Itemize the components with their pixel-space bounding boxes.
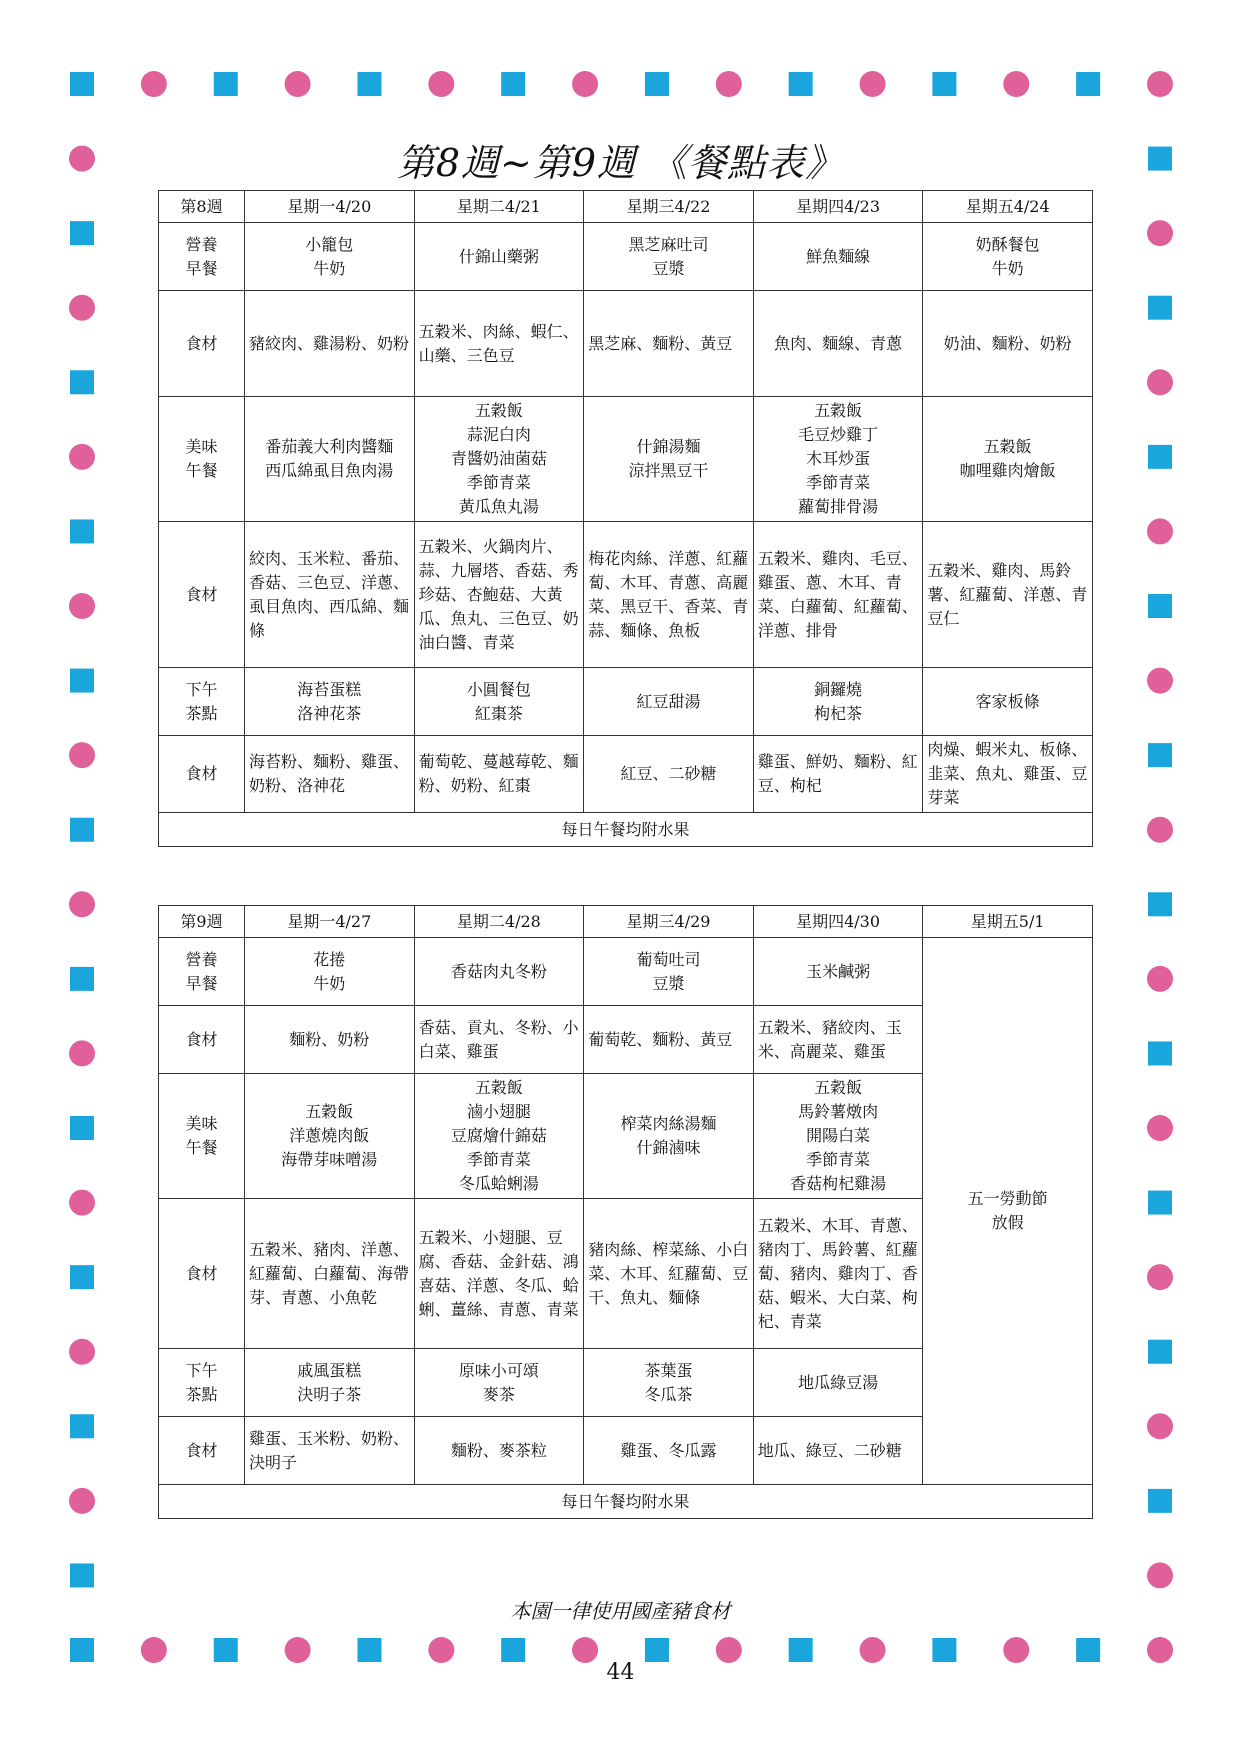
- meal-cell: 茶葉蛋 冬瓜茶: [584, 1349, 754, 1417]
- border-dot: [69, 891, 95, 917]
- week9-menu-table: [158, 905, 1093, 1519]
- border-square: [1148, 1041, 1172, 1065]
- ingredient-cell: 地瓜、綠豆、二砂糖: [753, 1417, 923, 1485]
- meal-cell: 五穀飯 馬鈴薯燉肉 開陽白菜 季節青菜 香菇枸杞雞湯: [753, 1074, 923, 1199]
- border-dot: [1147, 668, 1173, 694]
- ingredient-cell: 海苔粉、麵粉、雞蛋、奶粉、洛神花: [245, 736, 415, 813]
- ingredient-cell: 五穀米、火鍋肉片、蒜、九層塔、香菇、秀珍菇、杏鮑菇、大黃瓜、魚丸、三色豆、奶油白醬、青菜: [414, 522, 584, 668]
- border-square: [789, 72, 813, 96]
- meal-cell: 五穀飯 滷小翅腿 豆腐燴什錦菇 季節青菜 冬瓜蛤蜊湯: [414, 1074, 584, 1199]
- row-label: 下午 茶點: [159, 668, 245, 736]
- day-header: 星期三4/29: [584, 906, 754, 938]
- border-square: [70, 221, 94, 245]
- day-header: 星期五5/1: [923, 906, 1093, 938]
- meal-cell: 銅鑼燒 枸杞茶: [753, 668, 923, 736]
- meal-cell: 地瓜綠豆湯: [753, 1349, 923, 1417]
- border-dot: [1147, 1413, 1173, 1439]
- meal-cell: 戚風蛋糕 決明子茶: [245, 1349, 415, 1417]
- border-dot: [860, 71, 886, 97]
- meal-cell: 小籠包 牛奶: [245, 223, 415, 291]
- border-square: [645, 72, 669, 96]
- border-square: [1148, 1191, 1172, 1215]
- border-dot: [69, 295, 95, 321]
- border-square: [1076, 72, 1100, 96]
- row-label: 美味 午餐: [159, 1074, 245, 1199]
- border-square: [1148, 296, 1172, 320]
- border-dot: [69, 1190, 95, 1216]
- meal-cell: 五穀飯 毛豆炒雞丁 木耳炒蛋 季節青菜 蘿蔔排骨湯: [753, 397, 923, 522]
- ingredient-cell: 奶油、麵粉、奶粉: [923, 291, 1093, 397]
- meal-cell: 奶酥餐包 牛奶: [923, 223, 1093, 291]
- holiday-cell: 五一勞動節 放假: [923, 938, 1093, 1485]
- day-header: 星期四4/23: [753, 191, 923, 223]
- ingredient-cell: 麵粉、奶粉: [245, 1006, 415, 1074]
- meal-cell: 玉米鹹粥: [753, 938, 923, 1006]
- border-square: [357, 72, 381, 96]
- meal-cell: 黑芝麻吐司 豆漿: [584, 223, 754, 291]
- row-label: 美味 午餐: [159, 397, 245, 522]
- ingredient-cell: 魚肉、麵線、青蔥: [753, 291, 923, 397]
- border-square: [214, 1638, 238, 1662]
- meal-row: [159, 291, 1093, 397]
- ingredient-cell: 五穀米、雞肉、毛豆、雞蛋、蔥、木耳、青菜、白蘿蔔、紅蘿蔔、洋蔥、排骨: [753, 522, 923, 668]
- week-label: 第8週: [159, 191, 245, 223]
- meal-cell: 紅豆甜湯: [584, 668, 754, 736]
- note-row: [159, 813, 1093, 847]
- border-square: [1148, 445, 1172, 469]
- ingredient-cell: 麵粉、麥茶粒: [414, 1417, 584, 1485]
- ingredient-cell: 五穀米、肉絲、蝦仁、山藥、三色豆: [414, 291, 584, 397]
- meal-cell: 五穀飯 蒜泥白肉 青醬奶油菌菇 季節青菜 黃瓜魚丸湯: [414, 397, 584, 522]
- meal-cell: 海苔蛋糕 洛神花茶: [245, 668, 415, 736]
- border-dot: [1147, 1115, 1173, 1141]
- border-dot: [428, 71, 454, 97]
- row-label: 食材: [159, 1417, 245, 1485]
- border-square: [501, 1638, 525, 1662]
- row-label: 營養 早餐: [159, 223, 245, 291]
- ingredient-cell: 紅豆、二砂糖: [584, 736, 754, 813]
- meal-cell: 鮮魚麵線: [753, 223, 923, 291]
- border-dot: [69, 444, 95, 470]
- border-dot: [1147, 1264, 1173, 1290]
- border-square: [70, 669, 94, 693]
- ingredient-cell: 葡萄乾、麵粉、黃豆: [584, 1006, 754, 1074]
- note-row: [159, 1485, 1093, 1519]
- ingredient-cell: 肉燥、蝦米丸、板條、韭菜、魚丸、雞蛋、豆芽菜: [923, 736, 1093, 813]
- border-square: [70, 1414, 94, 1438]
- row-label: 食材: [159, 736, 245, 813]
- ingredient-cell: 五穀米、豬絞肉、玉米、高麗菜、雞蛋: [753, 1006, 923, 1074]
- border-square: [501, 72, 525, 96]
- meal-cell: 五穀飯 洋蔥燒肉飯 海帶芽味噌湯: [245, 1074, 415, 1199]
- meal-row: [159, 522, 1093, 668]
- meal-cell: 五穀飯 咖哩雞肉燴飯: [923, 397, 1093, 522]
- day-header: 星期一4/20: [245, 191, 415, 223]
- meal-row: [159, 397, 1093, 522]
- border-square: [932, 72, 956, 96]
- meal-cell: 香菇肉丸冬粉: [414, 938, 584, 1006]
- meal-cell: 什錦山藥粥: [414, 223, 584, 291]
- border-square: [645, 1638, 669, 1662]
- border-dot: [69, 1040, 95, 1066]
- border-square: [70, 1563, 94, 1587]
- border-square: [70, 1265, 94, 1289]
- border-dot: [1147, 220, 1173, 246]
- ingredient-cell: 五穀米、木耳、青蔥、豬肉丁、馬鈴薯、紅蘿蔔、豬肉、雞肉丁、香菇、蝦米、大白菜、枸杞、青菜: [753, 1199, 923, 1349]
- border-dot: [716, 71, 742, 97]
- meal-row: [159, 668, 1093, 736]
- border-square: [357, 1638, 381, 1662]
- border-dot: [69, 1488, 95, 1514]
- ingredient-cell: 雞蛋、玉米粉、奶粉、決明子: [245, 1417, 415, 1485]
- border-dot: [1147, 369, 1173, 395]
- border-square: [214, 72, 238, 96]
- meal-cell: 客家板條: [923, 668, 1093, 736]
- ingredient-cell: 絞肉、玉米粒、番茄、香菇、三色豆、洋蔥、虱目魚肉、西瓜綿、麵條: [245, 522, 415, 668]
- page-number: 44: [606, 1660, 635, 1685]
- row-label: 食材: [159, 1199, 245, 1349]
- row-label: 食材: [159, 522, 245, 668]
- border-square: [789, 1638, 813, 1662]
- border-square: [1148, 1340, 1172, 1364]
- row-label: 食材: [159, 1006, 245, 1074]
- day-header: 星期二4/28: [414, 906, 584, 938]
- day-header: 星期二4/21: [414, 191, 584, 223]
- meal-cell: 原味小可頌 麥茶: [414, 1349, 584, 1417]
- ingredient-cell: 五穀米、小翅腿、豆腐、香菇、金針菇、鴻喜菇、洋蔥、冬瓜、蛤蜊、薑絲、青蔥、青菜: [414, 1199, 584, 1349]
- ingredient-cell: 梅花肉絲、洋蔥、紅蘿蔔、木耳、青蔥、高麗菜、黑豆干、香菜、青蒜、麵條、魚板: [584, 522, 754, 668]
- meal-cell: 葡萄吐司 豆漿: [584, 938, 754, 1006]
- border-dot: [1147, 817, 1173, 843]
- border-dot: [69, 1339, 95, 1365]
- row-label: 下午 茶點: [159, 1349, 245, 1417]
- meal-cell: 榨菜肉絲湯麵 什錦滷味: [584, 1074, 754, 1199]
- border-square: [1148, 743, 1172, 767]
- row-label: 食材: [159, 291, 245, 397]
- border-dot: [141, 71, 167, 97]
- border-dot: [285, 71, 311, 97]
- meal-cell: 番茄義大利肉醬麵 西瓜綿虱目魚肉湯: [245, 397, 415, 522]
- border-dot: [1003, 71, 1029, 97]
- meal-row: [159, 938, 1093, 1006]
- meal-row: [159, 223, 1093, 291]
- meal-cell: 什錦湯麵 涼拌黑豆干: [584, 397, 754, 522]
- day-header-row: [159, 906, 1093, 938]
- ingredient-cell: 雞蛋、冬瓜露: [584, 1417, 754, 1485]
- meal-cell: 小圓餐包 紅棗茶: [414, 668, 584, 736]
- meal-cell: 花捲 牛奶: [245, 938, 415, 1006]
- border-square: [70, 370, 94, 394]
- border-square: [70, 818, 94, 842]
- day-header-row: [159, 191, 1093, 223]
- border-square: [932, 1638, 956, 1662]
- week8-menu-table: [158, 190, 1093, 847]
- border-square: [1148, 1489, 1172, 1513]
- day-header: 星期五4/24: [923, 191, 1093, 223]
- border-square: [70, 1116, 94, 1140]
- border-square: [70, 72, 94, 96]
- border-square: [1076, 1638, 1100, 1662]
- day-header: 星期一4/27: [245, 906, 415, 938]
- week-label: 第9週: [159, 906, 245, 938]
- row-label: 營養 早餐: [159, 938, 245, 1006]
- border-square: [70, 519, 94, 543]
- border-dot: [1147, 71, 1173, 97]
- ingredient-cell: 五穀米、雞肉、馬鈴薯、紅蘿蔔、洋蔥、青豆仁: [923, 522, 1093, 668]
- border-dot: [572, 71, 598, 97]
- border-square: [70, 967, 94, 991]
- border-square: [1148, 594, 1172, 618]
- page-title: 第8週~第9週 《餐點表》: [396, 141, 845, 185]
- ingredient-cell: 豬肉絲、榨菜絲、小白菜、木耳、紅蘿蔔、豆干、魚丸、麵條: [584, 1199, 754, 1349]
- border-square: [70, 1638, 94, 1662]
- meal-row: [159, 736, 1093, 813]
- footer-note: 本園一律使用國產豬食材: [510, 1599, 731, 1623]
- ingredient-cell: 葡萄乾、蔓越莓乾、麵粉、奶粉、紅棗: [414, 736, 584, 813]
- day-header: 星期四4/30: [753, 906, 923, 938]
- border-dot: [69, 742, 95, 768]
- border-square: [1148, 892, 1172, 916]
- day-header: 星期三4/22: [584, 191, 754, 223]
- ingredient-cell: 香菇、貢丸、冬粉、小白菜、雞蛋: [414, 1006, 584, 1074]
- ingredient-cell: 豬絞肉、雞湯粉、奶粉: [245, 291, 415, 397]
- border-dot: [1147, 1562, 1173, 1588]
- border-dot: [69, 593, 95, 619]
- border-dot: [1147, 518, 1173, 544]
- border-dot: [1147, 966, 1173, 992]
- ingredient-cell: 黑芝麻、麵粉、黃豆: [584, 291, 754, 397]
- ingredient-cell: 雞蛋、鮮奶、麵粉、紅豆、枸杞: [753, 736, 923, 813]
- ingredient-cell: 五穀米、豬肉、洋蔥、紅蘿蔔、白蘿蔔、海帶芽、青蔥、小魚乾: [245, 1199, 415, 1349]
- fruit-note: 每日午餐均附水果: [159, 813, 1093, 847]
- fruit-note: 每日午餐均附水果: [159, 1485, 1093, 1519]
